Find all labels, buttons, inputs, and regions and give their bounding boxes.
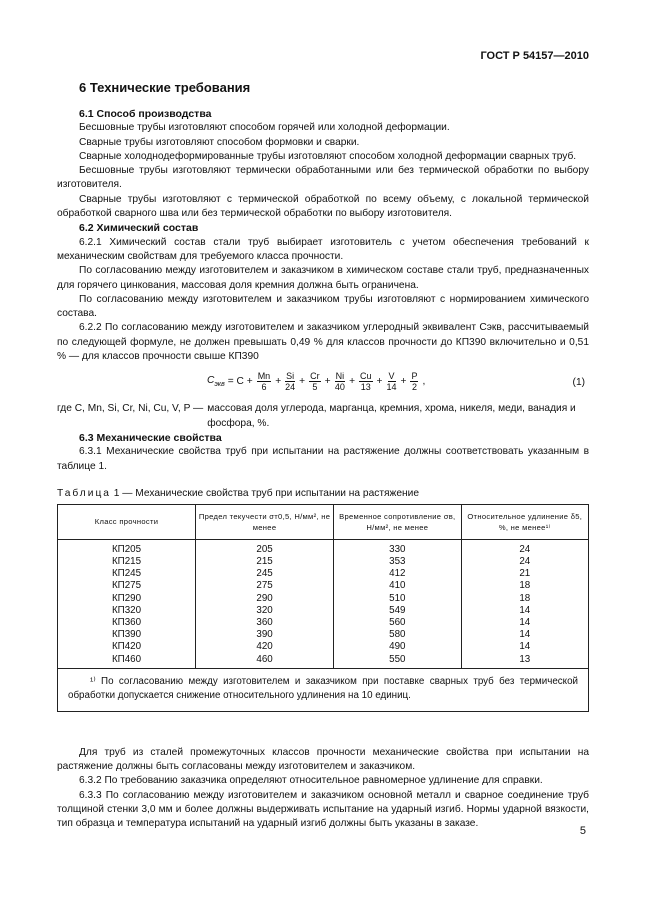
table-row bbox=[58, 539, 589, 556]
paragraph: 6.2.1 Химический состав стали труб выбирает изготовитель с учетом обеспечения требований к механическим свойствам для требуемого класса прочности. bbox=[57, 236, 589, 262]
table-cell: 205 bbox=[196, 539, 334, 556]
table-cell: 14 bbox=[461, 617, 588, 629]
formula-block bbox=[57, 368, 589, 398]
table-cell: 549 bbox=[334, 605, 461, 617]
page-content bbox=[57, 80, 589, 831]
fraction-numerator: Ni bbox=[335, 371, 345, 382]
formula-legend-symbols: где C, Mn, Si, Cr, Ni, Cu, V, P — bbox=[57, 403, 204, 415]
table-row bbox=[58, 629, 589, 641]
table-body bbox=[58, 539, 589, 711]
formula-fraction bbox=[335, 371, 346, 392]
formula-fraction bbox=[359, 371, 373, 392]
table-cell: КП215 bbox=[58, 556, 196, 568]
table-caption bbox=[57, 488, 589, 500]
standard-code: ГОСТ Р 54157—2010 bbox=[480, 50, 589, 62]
table-cell: 24 bbox=[461, 556, 588, 568]
table-cell: 490 bbox=[334, 641, 461, 653]
fraction-numerator: Mn bbox=[257, 371, 271, 382]
formula-lhs bbox=[207, 375, 225, 388]
table-row bbox=[58, 654, 589, 669]
fraction-denominator: 5 bbox=[312, 382, 318, 393]
paragraph: По согласованию между изготовителем и заказчиком в химическом составе стали труб, предназначенных для горячего цинкования, массовая доля кремния должна быть ограничена. bbox=[57, 265, 589, 291]
paragraph: Бесшовные трубы изготовляют способом горячей или холодной деформации. bbox=[79, 122, 450, 134]
page-number: 5 bbox=[579, 825, 586, 837]
table-row bbox=[58, 580, 589, 592]
paragraph: 6.3.2 По требованию заказчика определяют относительное равномерное удлинение для справки. bbox=[79, 775, 543, 787]
table-cell: 14 bbox=[461, 629, 588, 641]
fraction-denominator: 40 bbox=[334, 382, 345, 393]
formula-lhs-subscript: экв bbox=[214, 381, 225, 389]
table-caption-text: 1 — Механические свойства труб при испытании на растяжение bbox=[113, 487, 419, 499]
table-cell: 510 bbox=[334, 593, 461, 605]
fraction-numerator: Cr bbox=[310, 371, 320, 382]
paragraph: Сварные трубы изготовляют способом формовки и сварки. bbox=[79, 136, 360, 148]
table-cell: КП390 bbox=[58, 629, 196, 641]
equation-number: (1) bbox=[572, 377, 585, 389]
table-cell: 412 bbox=[334, 568, 461, 580]
table-row bbox=[58, 568, 589, 580]
fraction-numerator: Cu bbox=[360, 371, 372, 382]
table-cell: 410 bbox=[334, 580, 461, 592]
column-header: Относительное удлинение δ5, %, не менее¹⁾ bbox=[461, 504, 588, 539]
subsection-6-3-title: 6.3 Механические свойства bbox=[79, 431, 222, 444]
carbon-equivalent-formula bbox=[207, 371, 425, 392]
table-row bbox=[58, 593, 589, 605]
formula-equals: = C + bbox=[227, 376, 253, 388]
formula-plus: + bbox=[400, 376, 407, 388]
fraction-denominator: 6 bbox=[261, 382, 267, 393]
paragraph: 6.2.2 По согласованию между изготовителем и заказчиком углеродный эквивалент Сэкв, рассчитываемый по следующей формуле, не должен превышать 0,49 % для классов прочности до КП390 включительно и 0,51 % — для классов прочности свыше КП390 bbox=[57, 322, 589, 363]
paragraph: 6.3.1 Механические свойства труб при испытании на растяжение должны соответствовать указанным в таблице 1. bbox=[57, 446, 589, 472]
fraction-denominator: 2 bbox=[411, 382, 417, 393]
table-cell: 320 bbox=[196, 605, 334, 617]
table-footnote-row bbox=[58, 668, 589, 711]
formula-plus: + bbox=[349, 376, 356, 388]
table-cell: КП290 bbox=[58, 593, 196, 605]
table-cell: 13 bbox=[461, 654, 588, 669]
table-cell: 560 bbox=[334, 617, 461, 629]
table-cell: 275 bbox=[196, 580, 334, 592]
fraction-numerator: V bbox=[388, 371, 395, 382]
paragraph: Бесшовные трубы изготовляют термически обработанными или без термической обработки по выбору изготовителя. bbox=[57, 165, 589, 191]
table-cell: КП460 bbox=[58, 654, 196, 669]
subsection-6-2-title: 6.2 Химический состав bbox=[79, 222, 199, 235]
column-header: Предел текучести σт0,5, Н/мм², не менее bbox=[196, 504, 334, 539]
column-header: Класс прочности bbox=[58, 504, 196, 539]
table-cell: 18 bbox=[461, 580, 588, 592]
table-cell: 460 bbox=[196, 654, 334, 669]
formula-plus: + bbox=[299, 376, 306, 388]
table-caption-word: Таблица bbox=[57, 487, 111, 499]
formula-legend bbox=[57, 402, 589, 431]
formula-end: , bbox=[422, 376, 426, 388]
paragraph: Сварные трубы изготовляют с термической обработкой по всему объему, с локальной термической обработкой сварного шва или без термической обработки по выбору изготовителя. bbox=[57, 193, 589, 220]
table-cell: КП320 bbox=[58, 605, 196, 617]
table-cell: 390 bbox=[196, 629, 334, 641]
table-cell: 21 bbox=[461, 568, 588, 580]
formula-fraction bbox=[387, 371, 397, 392]
table-row bbox=[58, 605, 589, 617]
table-cell: КП275 bbox=[58, 580, 196, 592]
paragraph: Сварные холоднодеформированные трубы изготовляют способом холодной деформации сварных труб. bbox=[79, 150, 577, 162]
fraction-numerator: Si bbox=[286, 371, 295, 382]
fraction-denominator: 24 bbox=[285, 382, 296, 393]
mechanical-properties-table bbox=[57, 504, 589, 712]
formula-plus: + bbox=[275, 376, 282, 388]
table-cell: 353 bbox=[334, 556, 461, 568]
table-cell: 330 bbox=[334, 539, 461, 556]
table-cell: КП245 bbox=[58, 568, 196, 580]
formula-fraction bbox=[257, 371, 272, 392]
table-cell: 14 bbox=[461, 605, 588, 617]
formula-plus: + bbox=[376, 376, 383, 388]
table-cell: 245 bbox=[196, 568, 334, 580]
paragraph: 6.3.3 По согласованию между изготовителем и заказчиком основной металл и сварное соединение труб толщиной стенки 3,0 мм и более должны выдерживать испытание на ударный изгиб. Нормы ударной вязкости, тип образца и температура испытаний на ударный изгиб должны быть указаны в заказе. bbox=[57, 789, 589, 830]
formula-lhs-symbol: C bbox=[207, 375, 215, 387]
table-cell: 360 bbox=[196, 617, 334, 629]
formula-plus: + bbox=[324, 376, 331, 388]
section-title: 6 Технические требования bbox=[79, 80, 251, 95]
subsection-6-1-title: 6.1 Способ производства bbox=[79, 108, 212, 120]
table-cell: 18 bbox=[461, 593, 588, 605]
fraction-denominator: 13 bbox=[360, 382, 371, 393]
table-cell: 14 bbox=[461, 641, 588, 653]
table-footnote: ¹⁾ По согласованию между изготовителем и заказчиком при поставке сварных труб без термической обработки допускается снижение относительного удлинения на 10 единиц. bbox=[58, 668, 589, 711]
fraction-denominator: 14 bbox=[386, 382, 397, 393]
fraction-numerator: P bbox=[411, 371, 418, 382]
table-row bbox=[58, 641, 589, 653]
table-cell: 215 bbox=[196, 556, 334, 568]
table-row bbox=[58, 617, 589, 629]
formula-fraction bbox=[410, 371, 418, 392]
table-cell: КП420 bbox=[58, 641, 196, 653]
table-cell: 24 bbox=[461, 539, 588, 556]
paragraph: По согласованию между изготовителем и заказчиком трубы изготовляют с нормированием химического состава. bbox=[57, 293, 589, 320]
table-cell: КП360 bbox=[58, 617, 196, 629]
paragraph: Для труб из сталей промежуточных классов прочности механические свойства при испытании на растяжение должны быть согласованы между изготовителем и заказчиком. bbox=[57, 746, 589, 772]
formula-legend-description: массовая доля углерода, марганца, кремния, хрома, никеля, меди, ванадия и фосфора, %. bbox=[207, 403, 576, 429]
column-header: Временное сопротивление σв, Н/мм², не менее bbox=[334, 504, 461, 539]
table-cell: 580 bbox=[334, 629, 461, 641]
table-header-row bbox=[58, 504, 589, 539]
formula-fraction bbox=[309, 371, 321, 392]
table-cell: 420 bbox=[196, 641, 334, 653]
table-row bbox=[58, 556, 589, 568]
table-cell: 550 bbox=[334, 654, 461, 669]
table-cell: КП205 bbox=[58, 539, 196, 556]
formula-fraction bbox=[285, 371, 295, 392]
table-cell: 290 bbox=[196, 593, 334, 605]
